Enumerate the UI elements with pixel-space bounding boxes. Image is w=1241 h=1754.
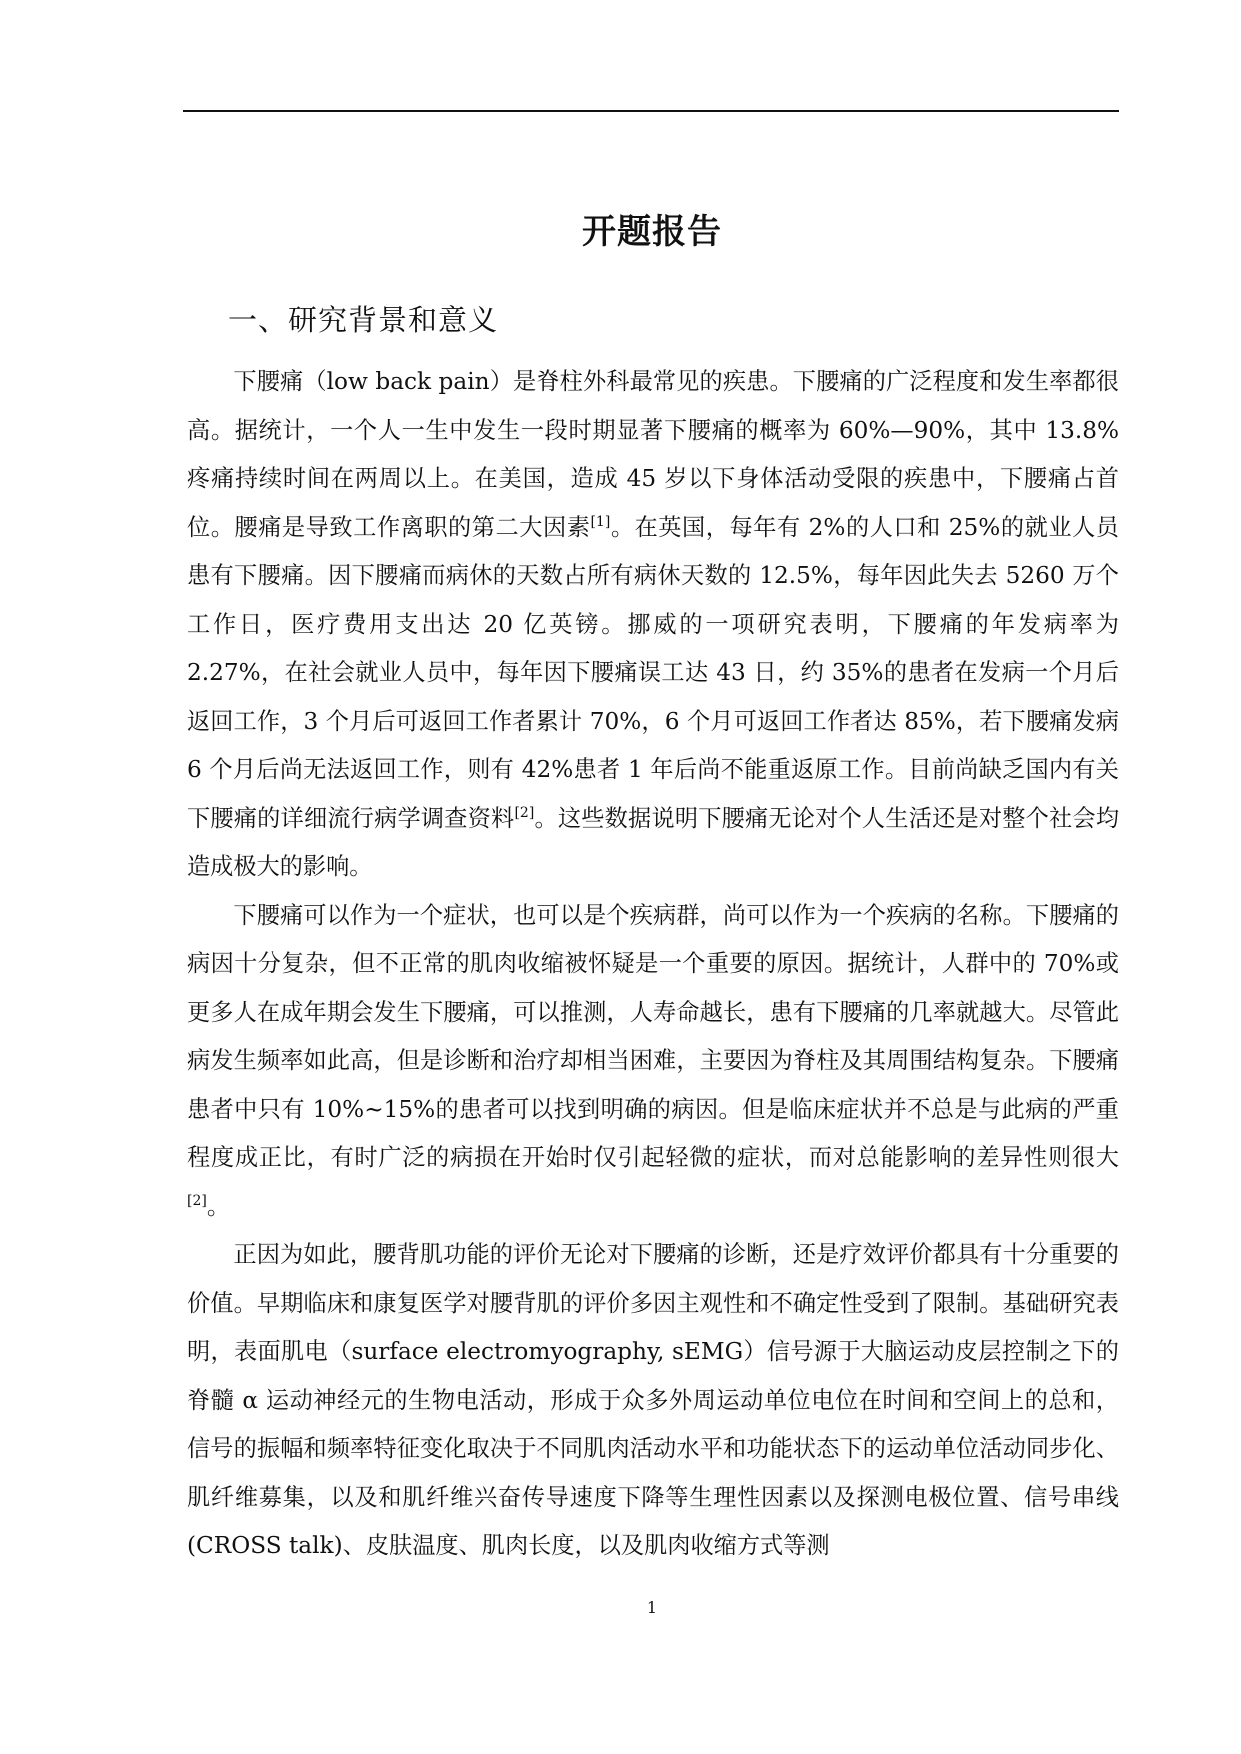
citation-ref: [1] [590,513,611,530]
section-heading: 一、研究背景和意义 [228,303,499,337]
paragraph-text: 。 [206,1192,231,1220]
paragraph-1 [187,358,1119,892]
citation-ref: [2] [514,804,535,821]
paragraph-text: 正因为如此，腰背肌功能的评价无论对下腰痛的诊断，还是疗效评价都具有十分重要的价值。早期临床和康复医学对腰背肌的评价多因主观性和不确定性受到了限制。基础研究表明，表面肌电（surface electromyography, sEMG）信号源于大脑运动皮层控制之下的脊髓 α 运动神经元的生物电活动，形成于众多外周运动单位电位在时间和空间上的总和，信号的振幅和频率特征变化取决于不同肌肉活动水平和功能状态下的运动单位活动同步化、肌纤维募集，以及和肌纤维兴奋传导速度下降等生理性因素以及探测电极位置、信号串线(CROSS talk)、皮肤温度、肌肉长度，以及肌肉收缩方式等测 [187,1241,1119,1559]
paragraph-text: 。在英国，每年有 2%的人口和 25%的就业人员患有下腰痛。因下腰痛而病休的天数占所有病休天数的 12.5%，每年因此失去 5260 万个工作日，医疗费用支出达 20 亿英镑。挪威的一项研究表明，下腰痛的年发病率为 2.27%，在社会就业人员中，每年因下腰痛误工达 43 日，约 35%的患者在发病一个月后返回工作，3 个月后可返回工作者累计 70%，6 个月可返回工作者达 85%，若下腰痛发病 6 个月后尚无法返回工作，则有 42%患者 1 年后尚不能重返原工作。目前尚缺乏国内有关下腰痛的详细流行病学调查资料 [187,513,1119,832]
header-rule [183,110,1119,112]
body-text [187,358,1119,1571]
paragraph-3 [187,1231,1119,1571]
paragraph-text: 下腰痛（low back pain）是脊柱外科最常见的疾患。下腰痛的广泛程度和发生率都很高。据统计，一个人一生中发生一段时期显著下腰痛的概率为 60%—90%，其中 13.8%疼痛持续时间在两周以上。在美国，造成 45 岁以下身体活动受限的疾患中，下腰痛占首位。腰痛是导致工作离职的第二大因素 [187,368,1119,541]
page-number: 1 [646,1598,658,1617]
paragraph-text: 。这些数据说明下腰痛无论对个人生活还是对整个社会均造成极大的影响。 [187,804,1120,880]
paragraph-2 [187,892,1119,1232]
citation-ref: [2] [187,1192,207,1209]
report-title: 开题报告 [582,212,722,252]
paragraph-text: 下腰痛可以作为一个症状，也可以是个疾病群，尚可以作为一个疾病的名称。下腰痛的病因十分复杂，但不正常的肌肉收缩被怀疑是一个重要的原因。据统计，人群中的 70%或更多人在成年期会发生下腰痛，可以推测，人寿命越长，患有下腰痛的几率就越大。尽管此病发生频率如此高，但是诊断和治疗却相当困难，主要因为脊柱及其周围结构复杂。下腰痛患者中只有 10%~15%的患者可以找到明确的病因。但是临床症状并不总是与此病的严重程度成正比，有时广泛的病损在开始时仅引起轻微的症状，而对总能影响的差异性则很大 [187,901,1119,1171]
